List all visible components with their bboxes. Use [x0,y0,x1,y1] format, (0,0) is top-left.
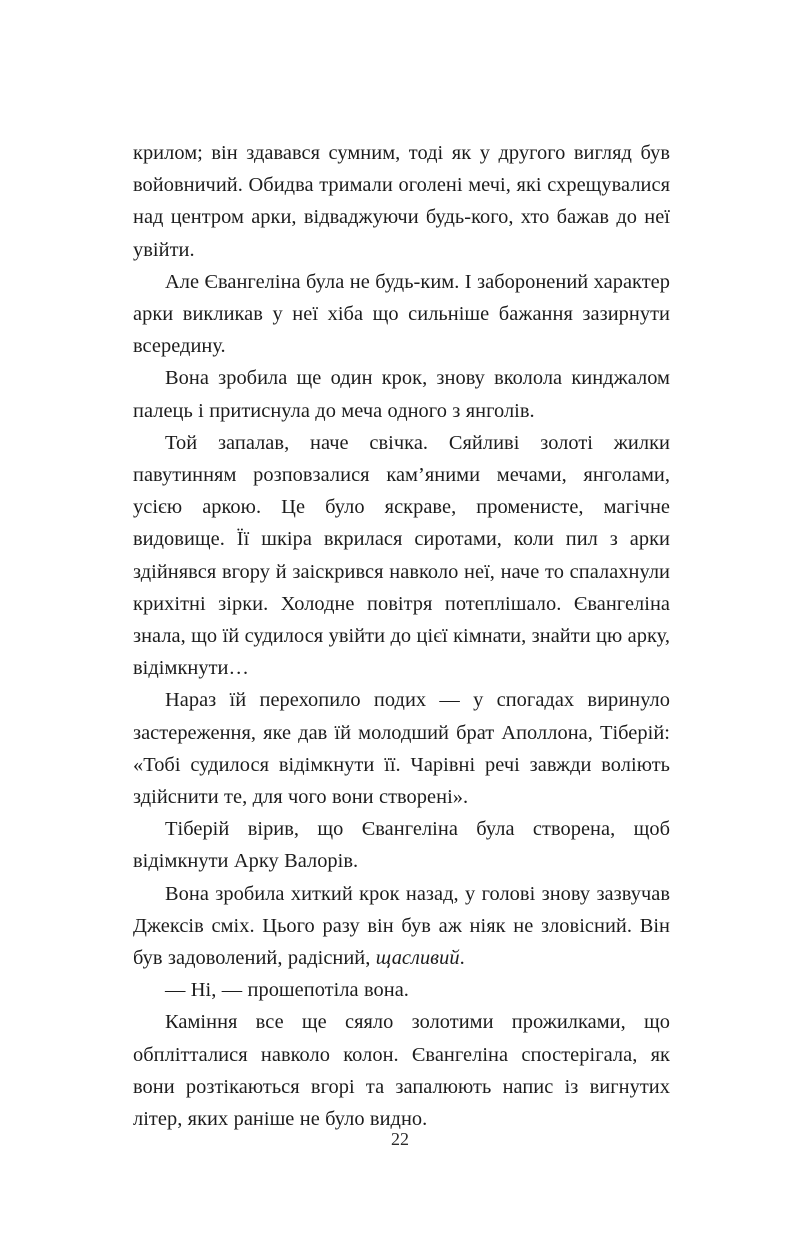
paragraph: Той запалав, наче свічка. Сяйливі золоті жилки павутинням розповзалися кам’яними мечами, янголами, усією аркою. Це було яскраве, променисте, магічне видовище. Її шкіра вкрилася сиротами, коли пил з арки здійнявся вгору й заіскрився навколо неї, наче то спалахнули крихітні зірки. Холодне повітря потеплішало. Євангеліна знала, що їй судилося увійти до цієї кімнати, знайти цю арку, відімкнути… [133,431,670,680]
paragraph-dialogue: — Ні, — прошепотіла вона. [165,979,409,1002]
paragraph: Але Євангеліна була не будь-ким. І заборонений характер арки викликав у неї хіба що сильніше бажання зазирнути всередину. [133,270,670,358]
emphasized-word: щасливий [375,947,460,970]
paragraph-continued: крилом; він здавався сумним, тоді як у другого вигляд був войовничий. Обидва тримали оголені мечі, які схрещувалися над центром арки, відваджуючи будь-кого, хто бажав до неї увійти. [133,142,670,261]
paragraph-with-emphasis: Вона зробила хиткий крок назад, у голові знову зазвучав Джексів сміх. Цього разу він був аж ніяк не зловісний. Він був задоволений, радісний, щасливий. [133,882,670,970]
page-text-block [133,137,670,1135]
paragraph-with-quotation: Нараз їй перехопило подих — у спогадах виринуло застереження, яке дав їй молодший брат Аполлона, Тіберій: «Тобі судилося відімкнути її. Чарівні речі завжди воліють здійснити те, для чого вони створені». [133,689,670,809]
paragraph: Тіберій вірив, що Євангеліна була створена, щоб відімкнути Арку Валорів. [133,818,670,873]
paragraph: Вона зробила ще один крок, знову вколола кинджалом палець і притиснула до меча одного з янголів. [133,367,670,422]
page-number: 22 [391,1129,409,1149]
paragraph: Каміння все ще сяяло золотими прожилками, що обплітталися навколо колон. Євангеліна спостерігала, як вони розтікаються вгорі та запалюють напис із вигнутих літер, яких раніше не було видно. [133,1011,670,1131]
